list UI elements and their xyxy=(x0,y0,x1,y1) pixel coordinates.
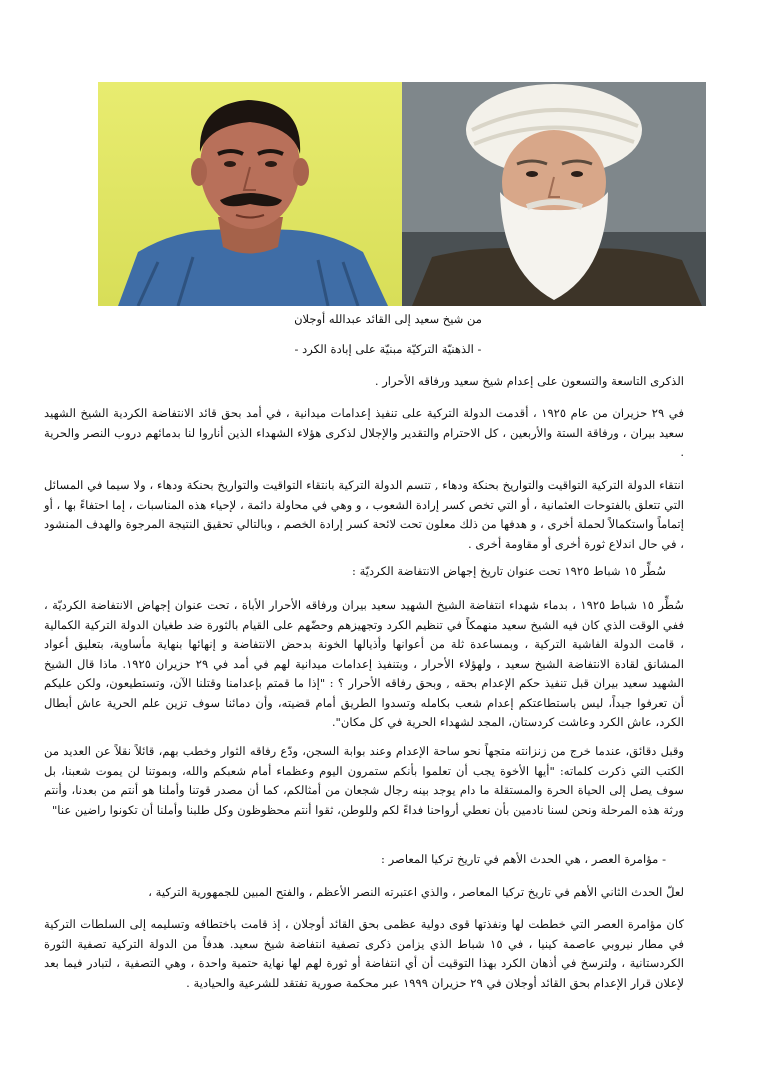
section-heading-1: سُطِّر ١٥ شباط ١٩٢٥ تحت عنوان تاريخ إجهاض الانتفاضة الكرديّة : xyxy=(351,564,666,578)
intro-line: الذكرى التاسعة والتسعون على إعدام شيخ سعيد ورفاقه الأحرار . xyxy=(374,374,684,388)
paragraph-6: كان مؤامرة العصر التي خططت لها ونفذتها قوى دولية عظمى بحق القائد أوجلان ، إذ قامت باختطافه وتسليمه إلى السلطات التركية في مطار نيروبي عاصمة كينيا ، في ١٥ شباط الذي يزامن ذكرى تصفية انتفاضة شيخ سعيد. هدفاً من الدولة التركية تصفية الثورة الكردستانية ، ولترسخ في أذهان الكرد بهذا التوقيت أن أي انتفاضة أو ثورة لهم لها نهاية حتمية واحدة ، وهي التصفية ، لتبادر فيما بعد لإعلان قرار الإعدام بحق القائد أوجلان في ٢٩ حزيران ١٩٩٩ عبر محكمة صورية تفتقد للشرعية والحيادية . xyxy=(44,917,684,990)
paragraph-5: لعلّ الحدث الثاني الأهم في تاريخ تركيا المعاصر ، والذي اعتبرته النصر الأعظم ، والفتح المبين للجمهورية التركية ، xyxy=(148,885,684,899)
article-subtitle: - الذهنيّة التركيّة مبنيّة على إبادة الكرد - xyxy=(294,342,482,356)
section-heading-2: - مؤامرة العصر ، هي الحدث الأهم في تاريخ تركيا المعاصر : xyxy=(381,852,666,866)
paragraph-3: سُطِّر ١٥ شباط ١٩٢٥ ، بدماء شهداء انتفاضة الشيخ الشهيد سعيد بيران ورفاقه الأحرار الأباة ، تحت عنوان إجهاض الانتفاضة الكرديّة ، ففي الوقت الذي كان فيه الشيخ سعيد منهمكاً في تنظيم الكرد وتجهيزهم وحضّهم على القيام بالثورة ضد طغيان الدولة التركية الكمالية ، قامت الدولة الفاشية التركية ، وبمساعدة ثلة من أعوانها وأذيالها الخونة بدحض الانتفاضة و إنهائها بنهاية مأساوية، بتعليق أعواد المشانق لقادة الانتفاضة الشيخ سعيد ، ولهؤلاء الأحرار ، وبتنفيذ إعدامات ميدانية لهم في أمد في ٢٩ حزيران ١٩٢٥. ماذا قال الشيخ الشهيد سعيد بيران قبل تنفيذ حكم الإعدام بحقه , وبحق رفاقه الأحرار ؟ : "إذا ما قمتم بإعدامنا وقتلنا الآن، وتستطيعون، ولكن عليكم أن تعرفوا جيداً، ليس باستطاعتكم إعدام شعب بكامله وتسدوا الطريق أمام قضيته، وأن دمائنا سوف تزين علم الحرية عاش أبطال الكرد، عاش الكرد وعاشت كردستان، المجد لشهداء الحرية في كل مكان". xyxy=(44,598,685,729)
paragraph-4: وقبل دقائق، عندما خرج من زنزانته متجهاً نحو ساحة الإعدام وعند بوابة السجن، ودّع رفاقه الثوار وخطب بهم، قائلاً نقلاً عن العديد من الكتب التي ذكرت كلماته: "أيها الأخوة يجب أن تعلموا بأنكم ستمرون اليوم وعظماء أمام شعبكم والله، وبموتنا لن يموت شعبنا، بل سوف يصل إلى الحياة الحرة والمستقلة ما دام يوجد بينه رجال شجعان من أمثالكم، كما أن مصدر قوتنا وأملنا هو أنتم من بعدنا، وأنتم ورثة هذه المرحلة ونحن لسنا نادمين بأن نعطي أرواحنا فداءً لكم وللوطن، ثقوا أنتم محظوظون وكل طلبنا وأملنا أن تكونوا راضين عنا" xyxy=(44,744,684,817)
header-photos xyxy=(98,82,706,306)
portrait-sheikh-said xyxy=(402,82,706,306)
portrait-ocalan xyxy=(98,82,402,306)
paragraph-1: في ٢٩ حزيران من عام ١٩٢٥ ، أقدمت الدولة التركية على تنفيذ إعدامات ميدانية ، في أمد بحق قائد الانتفاضة الكردية الشيخ الشهيد سعيد بيران ، ورفاقة الستة والأربعين ، كل الاحترام والتقدير والإجلال لذكرى هؤلاء الشهداء الذين أناروا لنا بدمائهم دروب النصر والحرية . xyxy=(44,406,684,459)
paragraph-2: انتقاء الدولة التركية التواقيت والتواريخ بحنكة ودهاء , تتسم الدولة التركية بانتقاء التواقيت والتواريخ بحنكة ودهاء ، ولا سيما في المسائل التي تتعلق بالفتوحات العثمانية ، أو التي تخص كسر إرادة الشعوب ، و وهي في محاولة دائمة ، لإحياء هذه المناسبات ، إما احتفاءً بها ، أو إتماماً واستكمالاً لحملة أخرى ، و هدفها من ذلك معلون تحت لائحة كسر إرادة الخصم ، وبالتالي تحقيق النتيجة المرجوة والهدف المنشود ، في حال اندلاع ثورة أخرى أو مقاومة أخرى . xyxy=(44,478,684,551)
photo-caption: من شيخ سعيد إلى القائد عبدالله أوجلان xyxy=(294,312,482,326)
